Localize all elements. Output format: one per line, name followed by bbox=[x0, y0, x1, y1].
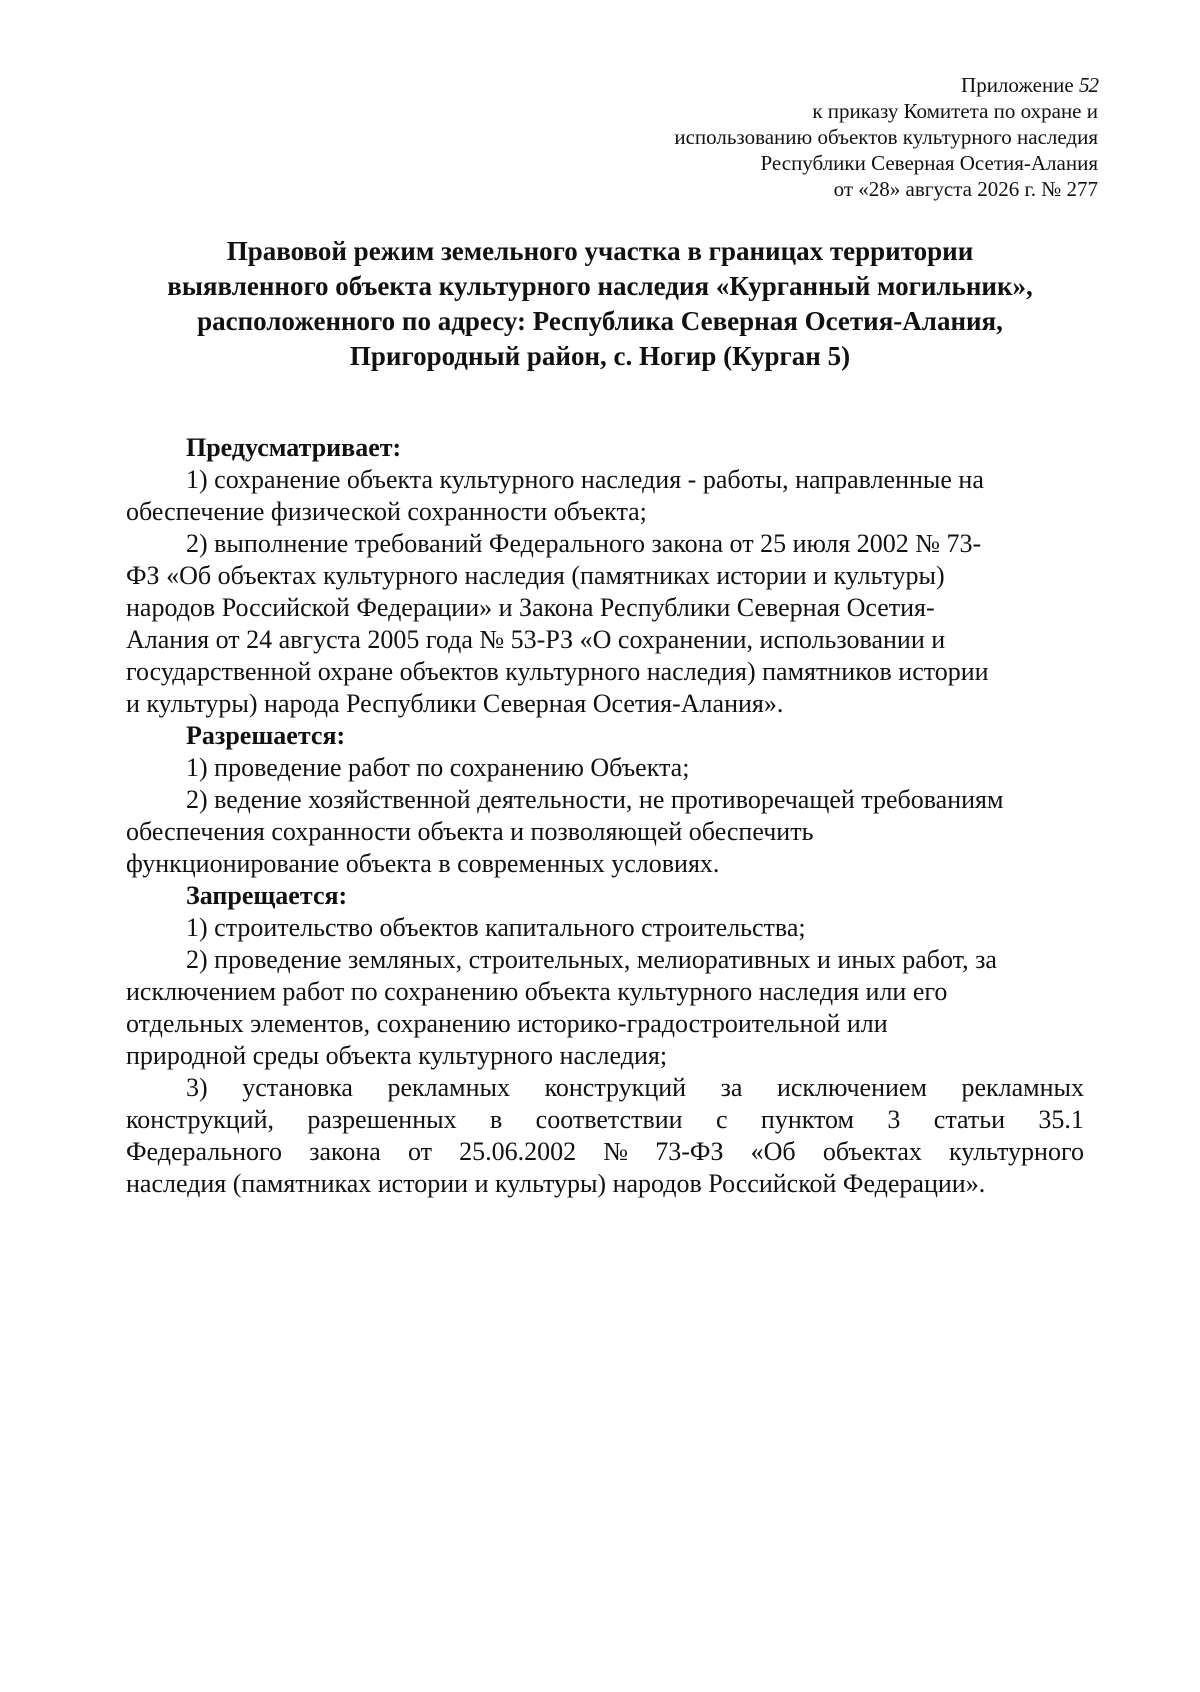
justified-word: с bbox=[715, 1105, 728, 1134]
title-line: выявленного объекта культурного наследия «Курганный могильник», bbox=[167, 271, 1033, 301]
forbidden-item-3 bbox=[126, 1072, 1084, 1104]
forbidden-item-3-cont: наследия (памятниках истории и культуры) народов Российской Федерации». bbox=[126, 1169, 986, 1198]
document-title bbox=[120, 234, 1080, 374]
forbidden-item-2-cont: отдельных элементов, сохранению историко-градостроительной или bbox=[126, 1009, 888, 1038]
allowed-item-2: 2) ведение хозяйственной деятельности, не противоречащей требованиям bbox=[186, 785, 1004, 814]
justified-word: рекламных bbox=[961, 1073, 1084, 1102]
appendix-block bbox=[478, 72, 1098, 202]
provides-heading: Предусматривает: bbox=[186, 433, 402, 462]
justified-word: в bbox=[489, 1105, 503, 1134]
provides-item-1: 1) сохранение объекта культурного наследия - работы, направленные на bbox=[186, 465, 984, 494]
forbidden-item-3-cont bbox=[126, 1136, 1084, 1168]
justified-word: установка bbox=[242, 1073, 353, 1102]
justified-word: пунктом bbox=[760, 1105, 855, 1134]
allowed-item-2-cont: функционирование объекта в современных условиях. bbox=[126, 849, 720, 878]
justified-word: 35.1 bbox=[1038, 1105, 1084, 1134]
title-line: Правовой режим земельного участка в границах территории bbox=[226, 236, 974, 266]
justified-word: Федерального bbox=[126, 1137, 283, 1166]
forbidden-item-2-cont: исключением работ по сохранению объекта культурного наследия или его bbox=[126, 977, 948, 1006]
appendix-label bbox=[478, 72, 1098, 98]
justified-word: № bbox=[603, 1137, 629, 1166]
justified-word: 3) bbox=[186, 1073, 208, 1102]
forbidden-heading: Запрещается: bbox=[186, 881, 348, 910]
document-body bbox=[126, 432, 1084, 1200]
allowed-item-2-cont: обеспечения сохранности объекта и позволяющей обеспечить bbox=[126, 817, 814, 846]
justified-word: 73-ФЗ bbox=[655, 1137, 724, 1166]
title-line: Пригородный район, с. Ногир (Курган 5) bbox=[349, 341, 851, 371]
justified-word: культурного bbox=[949, 1137, 1084, 1166]
title-line: расположенного по адресу: Республика Северная Осетия-Алания, bbox=[197, 306, 1003, 336]
justified-word: соответствии bbox=[535, 1105, 683, 1134]
provides-item-2-cont: народов Российской Федерации» и Закона Республики Северная Осетия- bbox=[126, 593, 935, 622]
appendix-prefix: Приложение bbox=[961, 73, 1079, 97]
provides-item-2-cont: и культуры) народа Республики Северная Осетия-Алания». bbox=[126, 689, 784, 718]
provides-item-1-cont: обеспечение физической сохранности объекта; bbox=[126, 497, 647, 526]
justified-word: объектах bbox=[822, 1137, 922, 1166]
justified-word: конструкций, bbox=[126, 1105, 274, 1134]
appendix-line: к приказу Комитета по охране и bbox=[812, 99, 1098, 123]
appendix-line: Республики Северная Осетия-Алания bbox=[760, 151, 1098, 175]
forbidden-item-3-cont bbox=[126, 1104, 1084, 1136]
justified-word: 25.06.2002 bbox=[459, 1137, 577, 1166]
justified-word: исключением bbox=[776, 1073, 927, 1102]
forbidden-item-2-cont: природной среды объекта культурного наследия; bbox=[126, 1041, 668, 1070]
justified-word: «Об bbox=[750, 1137, 796, 1166]
justified-word: рекламных bbox=[387, 1073, 511, 1102]
justified-word: статьи bbox=[933, 1105, 1006, 1134]
justified-word: закона bbox=[309, 1137, 381, 1166]
justified-word: разрешенных bbox=[307, 1105, 457, 1134]
justified-word: конструкций bbox=[544, 1073, 687, 1102]
provides-item-2-cont: ФЗ «Об объектах культурного наследия (памятниках истории и культуры) bbox=[126, 561, 945, 590]
forbidden-item-1: 1) строительство объектов капитального строительства; bbox=[186, 913, 806, 942]
justified-word: за bbox=[720, 1073, 743, 1102]
provides-item-2-cont: Алания от 24 августа 2005 года № 53-РЗ «О сохранении, использовании и bbox=[126, 625, 946, 654]
justified-word: от bbox=[407, 1137, 432, 1166]
appendix-number: 52 bbox=[1079, 73, 1098, 97]
allowed-heading: Разрешается: bbox=[186, 721, 346, 750]
provides-item-2-cont: государственной охране объектов культурного наследия) памятников истории bbox=[126, 657, 989, 686]
provides-item-2: 2) выполнение требований Федерального закона от 25 июля 2002 № 73- bbox=[186, 529, 982, 558]
forbidden-item-2: 2) проведение земляных, строительных, мелиоративных и иных работ, за bbox=[186, 945, 997, 974]
justified-word: 3 bbox=[887, 1105, 901, 1134]
appendix-date-line: от «28» августа 2026 г. № 277 bbox=[833, 177, 1098, 201]
allowed-item-1: 1) проведение работ по сохранению Объекта; bbox=[186, 753, 690, 782]
appendix-line: использованию объектов культурного наследия bbox=[674, 125, 1098, 149]
